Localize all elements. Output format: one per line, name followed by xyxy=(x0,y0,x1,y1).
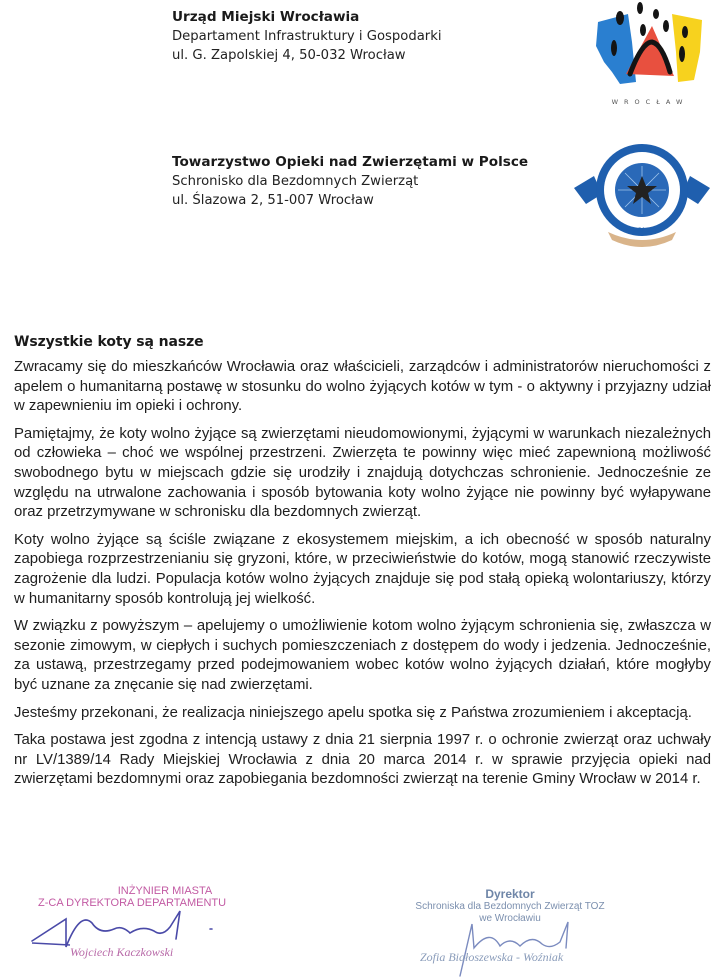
signature-shelter-director xyxy=(410,887,610,964)
handwritten-signature-icon xyxy=(450,918,600,978)
wroclaw-logo-label: WROCŁAW xyxy=(611,98,689,106)
svg-text:w POLSCE: w POLSCE xyxy=(625,227,659,234)
signature-city-engineer xyxy=(30,885,260,959)
toz-seal-icon xyxy=(572,140,712,255)
toz-address: ul. Ślazowa 2, 51-007 Wrocław xyxy=(172,193,374,208)
paragraph-appeal: Zwracamy się do mieszkańców Wrocławia oraz właścicieli, zarządców i administratorów nieruchomości z apelem o humanitarną postawę w stosunku do wolno żyjących kotów w tym - o aktywny i przyjazny udział w zapewnieniu im opieki i ochrony. xyxy=(14,359,711,415)
signatory-name-left: Wojciech Kaczkowski xyxy=(70,945,174,959)
paragraph-conviction: Jesteśmy przekonani, że realizacja niniejszego apelu spotka się z Państwa zrozumieniem i akceptacją. xyxy=(14,704,692,721)
city-office-name: Urząd Miejski Wrocławia xyxy=(172,9,360,25)
letter-body xyxy=(14,358,711,798)
toz-seal-logo xyxy=(572,140,712,255)
stamp-director-title: Dyrektor xyxy=(485,887,535,901)
city-department: Departament Infrastruktury i Gospodarki xyxy=(172,29,442,44)
stamp-title-line2: Z-CA DYREKTORA DEPARTAMENTU xyxy=(38,897,227,909)
paragraph-ecosystem: Koty wolno żyjące są ściśle związane z ekosystemem miejskim, a ich obecność w sposób naturalny zapobiega rozprzestrzenianiu się gryzoni, które, w przeciwieństwie do kotów, mogą stanowić rzeczywiste zagrożenie dla ludzi. Populacja kotów wolno żyjących znajduje się pod stałą opieką wolontariuszy, którzy w humanitarny sposób kontrolują jej wielkość. xyxy=(14,531,711,607)
paragraph-legal-basis: Taka postawa jest zgodna z intencją ustawy z dnia 21 sierpnia 1997 r. o ochronie zwierząt oraz uchwały nr LV/1389/14 Rady Miejskiej Wrocławia z dnia 20 marca 2014 r. w sprawie przyjęcia opieki nad zwierzętami bezdomnymi oraz zapobiegania bezdomności zwierząt na terenie Gminy Wrocław w 2014 r. xyxy=(14,732,711,788)
stamp-title-line1: INŻYNIER MIASTA xyxy=(117,885,213,897)
wroclaw-logo xyxy=(590,2,710,112)
letter-title: Wszystkie koty są nasze xyxy=(14,334,204,350)
toz-organization-name: Towarzystwo Opieki nad Zwierzętami w Polsce xyxy=(172,154,529,170)
sender-city-office xyxy=(172,8,442,65)
city-address: ul. G. Zapolskiej 4, 50-032 Wrocław xyxy=(172,48,406,63)
wroclaw-w-logo-icon xyxy=(590,2,710,112)
sender-toz-shelter xyxy=(172,153,528,210)
paragraph-feral-cats: Pamiętajmy, że koty wolno żyjące są zwierzętami nieudomowionymi, żyjącymi w warunkach niezależnych od człowieka – choć we wspólnej przestrzeni. Zwierzęta te powinny więc mieć zapewnioną możliwość swobodnego bytu w miejscach gdzie się urodziły i znajdują dotychczas schronienie. Jednocześnie ze względu na utrwalone zachowania i sposób bytowania koty wolno żyjące nie powinny być wyłapywane oraz przetrzymywane w schronisku dla bezdomnych zwierząt. xyxy=(14,425,711,521)
stamp-director-org: Schroniska dla Bezdomnych Zwierząt TOZ xyxy=(415,901,605,912)
stamp-director-city: we Wrocławiu xyxy=(479,913,541,924)
toz-shelter-name: Schronisko dla Bezdomnych Zwierząt xyxy=(172,174,419,189)
signatory-name-right: Zofia Białoszewska - Woźniak xyxy=(420,950,564,964)
paragraph-shelter-request: W związku z powyższym – apelujemy o umożliwienie kotom wolno żyjącym schronienia się, zwłaszcza w sezonie zimowym, w ciepłych i suchych pomieszczeniach z dostępem do wody i jedzenia. Jednocześnie, za ustawą, przestrzegamy przed podejmowaniem wobec kotów wolno żyjących działań, które mogłyby być uznane za znęcanie się nad zwierzętami. xyxy=(14,618,711,693)
